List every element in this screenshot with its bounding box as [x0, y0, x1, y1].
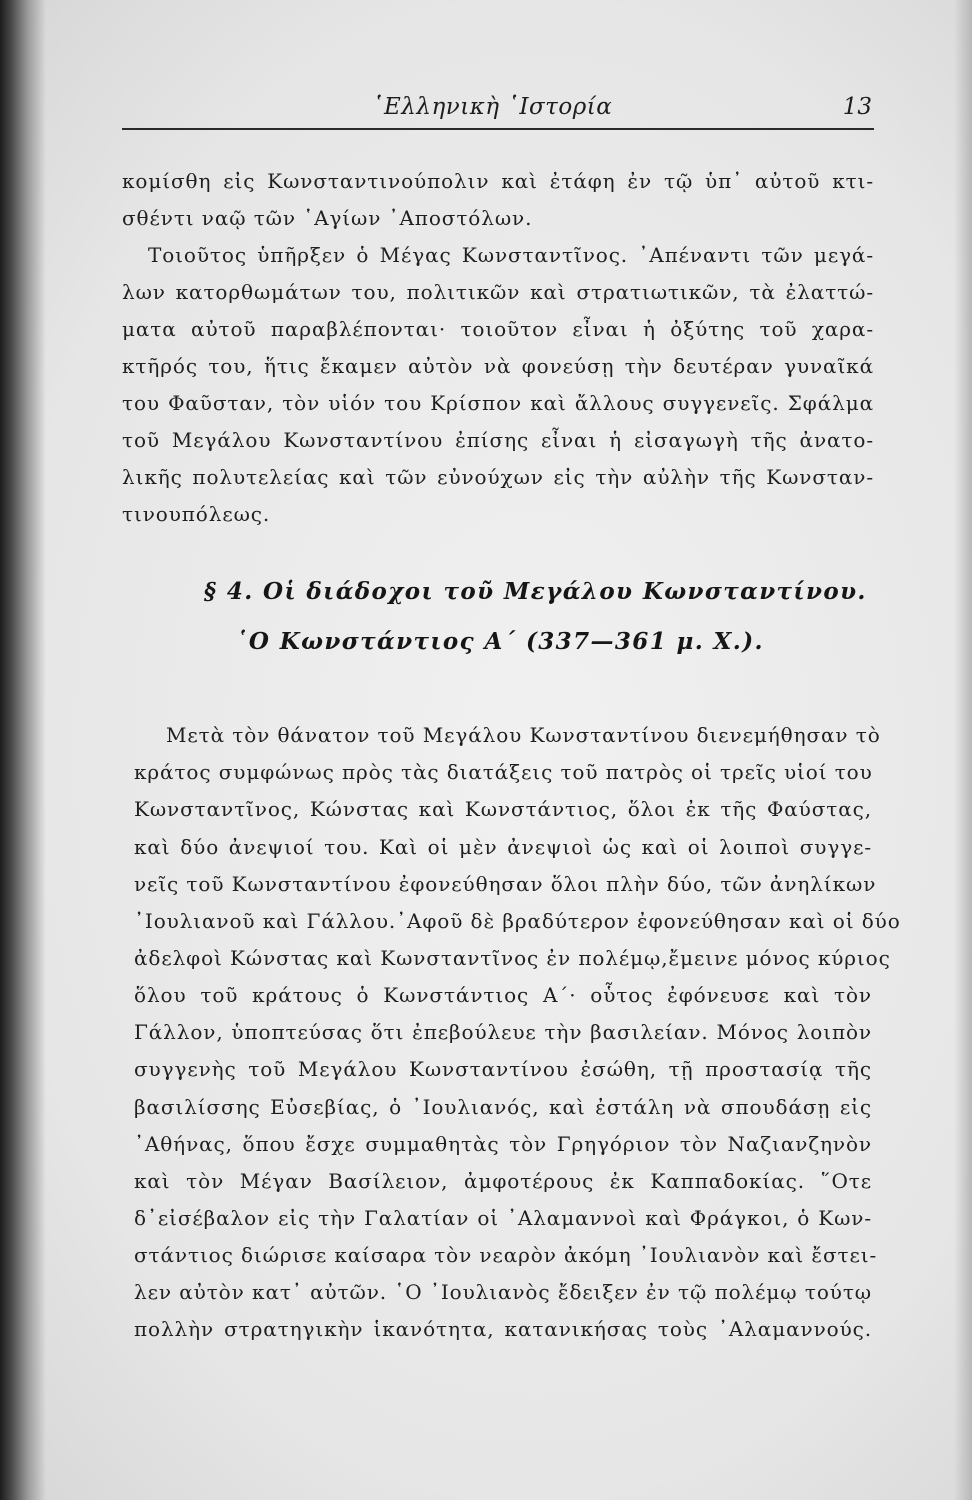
section-subtitle: ῾Ο Κωνστάντιος Α΄ (337—361 μ. Χ.). — [236, 628, 764, 655]
text-line: πολλὴν στρατηγικὴν ἱκανότητα, κατανικήσας τοὺς ᾽Αλαμαννούς. — [134, 1317, 872, 1341]
text-line: συγγενὴς τοῦ Μεγάλου Κωνσταντίνου ἐσώθη, τῇ προστασίᾳ τῆς — [134, 1057, 872, 1081]
text-line: σθέντι ναῷ τῶν ῾Αγίων ᾽Αποστόλων. — [122, 206, 533, 230]
text-line: λικῆς πολυτελείας καὶ τῶν εὐνούχων εἰς τὴν αὐλὴν τῆς Κωνσταν- — [122, 465, 874, 489]
text-line: τινουπόλεως. — [122, 502, 271, 526]
text-line: κράτος συμφώνως πρὸς τὰς διατάξεις τοῦ πατρὸς οἱ τρεῖς υἱοί του — [134, 760, 873, 784]
text-line: Μετὰ τὸν θάνατον τοῦ Μεγάλου Κωνσταντίνου διενεμήθησαν τὸ — [166, 723, 881, 747]
text-line: ὅλου τοῦ κράτους ὁ Κωνστάντιος Α΄· οὗτος ἐφόνευσε καὶ τὸν — [134, 983, 872, 1007]
text-line: λων κατορθωμάτων του, πολιτικῶν καὶ στρατιωτικῶν, τὰ ἐλαττώ- — [122, 280, 874, 304]
text-line: στάντιος διώρισε καίσαρα τὸν νεαρὸν ἀκόμη ᾽Ιουλιανὸν καὶ ἔστει- — [134, 1243, 878, 1267]
text-line: κομίσθη εἰς Κωνσταντινούπολιν καὶ ἐτάφη ἐν τῷ ὑπ᾽ αὐτοῦ κτι- — [122, 169, 874, 193]
page-header — [122, 88, 874, 130]
text-line: νεῖς τοῦ Κωνσταντίνου ἐφονεύθησαν ὅλοι πλὴν δύο, τῶν ἀνηλίκων — [134, 872, 877, 896]
text-line: Κωνσταντῖνος, Κώνστας καὶ Κωνστάντιος, ὅλοι ἐκ τῆς Φαύστας, — [134, 797, 872, 821]
text-line: ᾽Ιουλιανοῦ καὶ Γάλλου.᾽Αφοῦ δὲ βραδύτερον ἐφονεύθησαν καὶ οἱ δύο — [134, 909, 901, 933]
text-line: καὶ τὸν Μέγαν Βασίλειον, ἀμφοτέρους ἐκ Καππαδοκίας. ῞Οτε — [134, 1169, 872, 1193]
section-title: § 4. Οἱ διάδοχοι τοῦ Μεγάλου Κωνσταντίνου. — [204, 578, 867, 605]
text-line: Τοιοῦτος ὑπῆρξεν ὁ Μέγας Κωνσταντῖνος. ᾽Απέναντι τῶν μεγά- — [148, 243, 874, 267]
page-number: 13 — [842, 94, 872, 120]
text-line: Γάλλον, ὑποπτεύσας ὅτι ἐπεβούλευε τὴν βασιλείαν. Μόνος λοιπὸν — [134, 1020, 872, 1044]
text-line: κτῆρός του, ἥτις ἔκαμεν αὐτὸν νὰ φονεύσῃ τὴν δευτέραν γυναῖκά — [122, 354, 874, 378]
text-line: ἀδελφοὶ Κώνστας καὶ Κωνσταντῖνος ἐν πολέμῳ,ἔμεινε μόνος κύριος — [134, 946, 891, 970]
text-line: λεν αὐτὸν κατ᾽ αὐτῶν. ῾Ο ᾽Ιουλιανὸς ἔδειξεν ἐν τῷ πολέμῳ τούτῳ — [134, 1280, 872, 1304]
text-line: καὶ δύο ἀνεψιοί του. Καὶ οἱ μὲν ἀνεψιοὶ ὡς καὶ οἱ λοιποὶ συγγε- — [134, 835, 872, 859]
text-line: δ᾽εἰσέβαλον εἰς τὴν Γαλατίαν οἱ ᾽Αλαμαννοὶ καὶ Φράγκοι, ὁ Κων- — [134, 1206, 872, 1230]
text-line: ματα αὐτοῦ παραβλέπονται· τοιοῦτον εἶναι ἡ ὀξύτης τοῦ χαρα- — [122, 317, 874, 341]
running-title: ῾Ελληνικὴ ῾Ιστορία — [372, 94, 613, 120]
text-line: τοῦ Μεγάλου Κωνσταντίνου ἐπίσης εἶναι ἡ εἰσαγωγὴ τῆς ἀνατο- — [122, 428, 874, 452]
text-line: του Φαῦσταν, τὸν υἱόν του Κρίσπον καὶ ἄλλους συγγενεῖς. Σφάλμα — [122, 391, 874, 415]
text-line: βασιλίσσης Εὐσεβίας, ὁ ᾽Ιουλιανός, καὶ ἐστάλη νὰ σπουδάσῃ εἰς — [134, 1095, 872, 1119]
text-line: ᾽Αθήνας, ὅπου ἔσχε συμμαθητὰς τὸν Γρηγόριον τὸν Ναζιανζηνὸν — [134, 1132, 872, 1156]
